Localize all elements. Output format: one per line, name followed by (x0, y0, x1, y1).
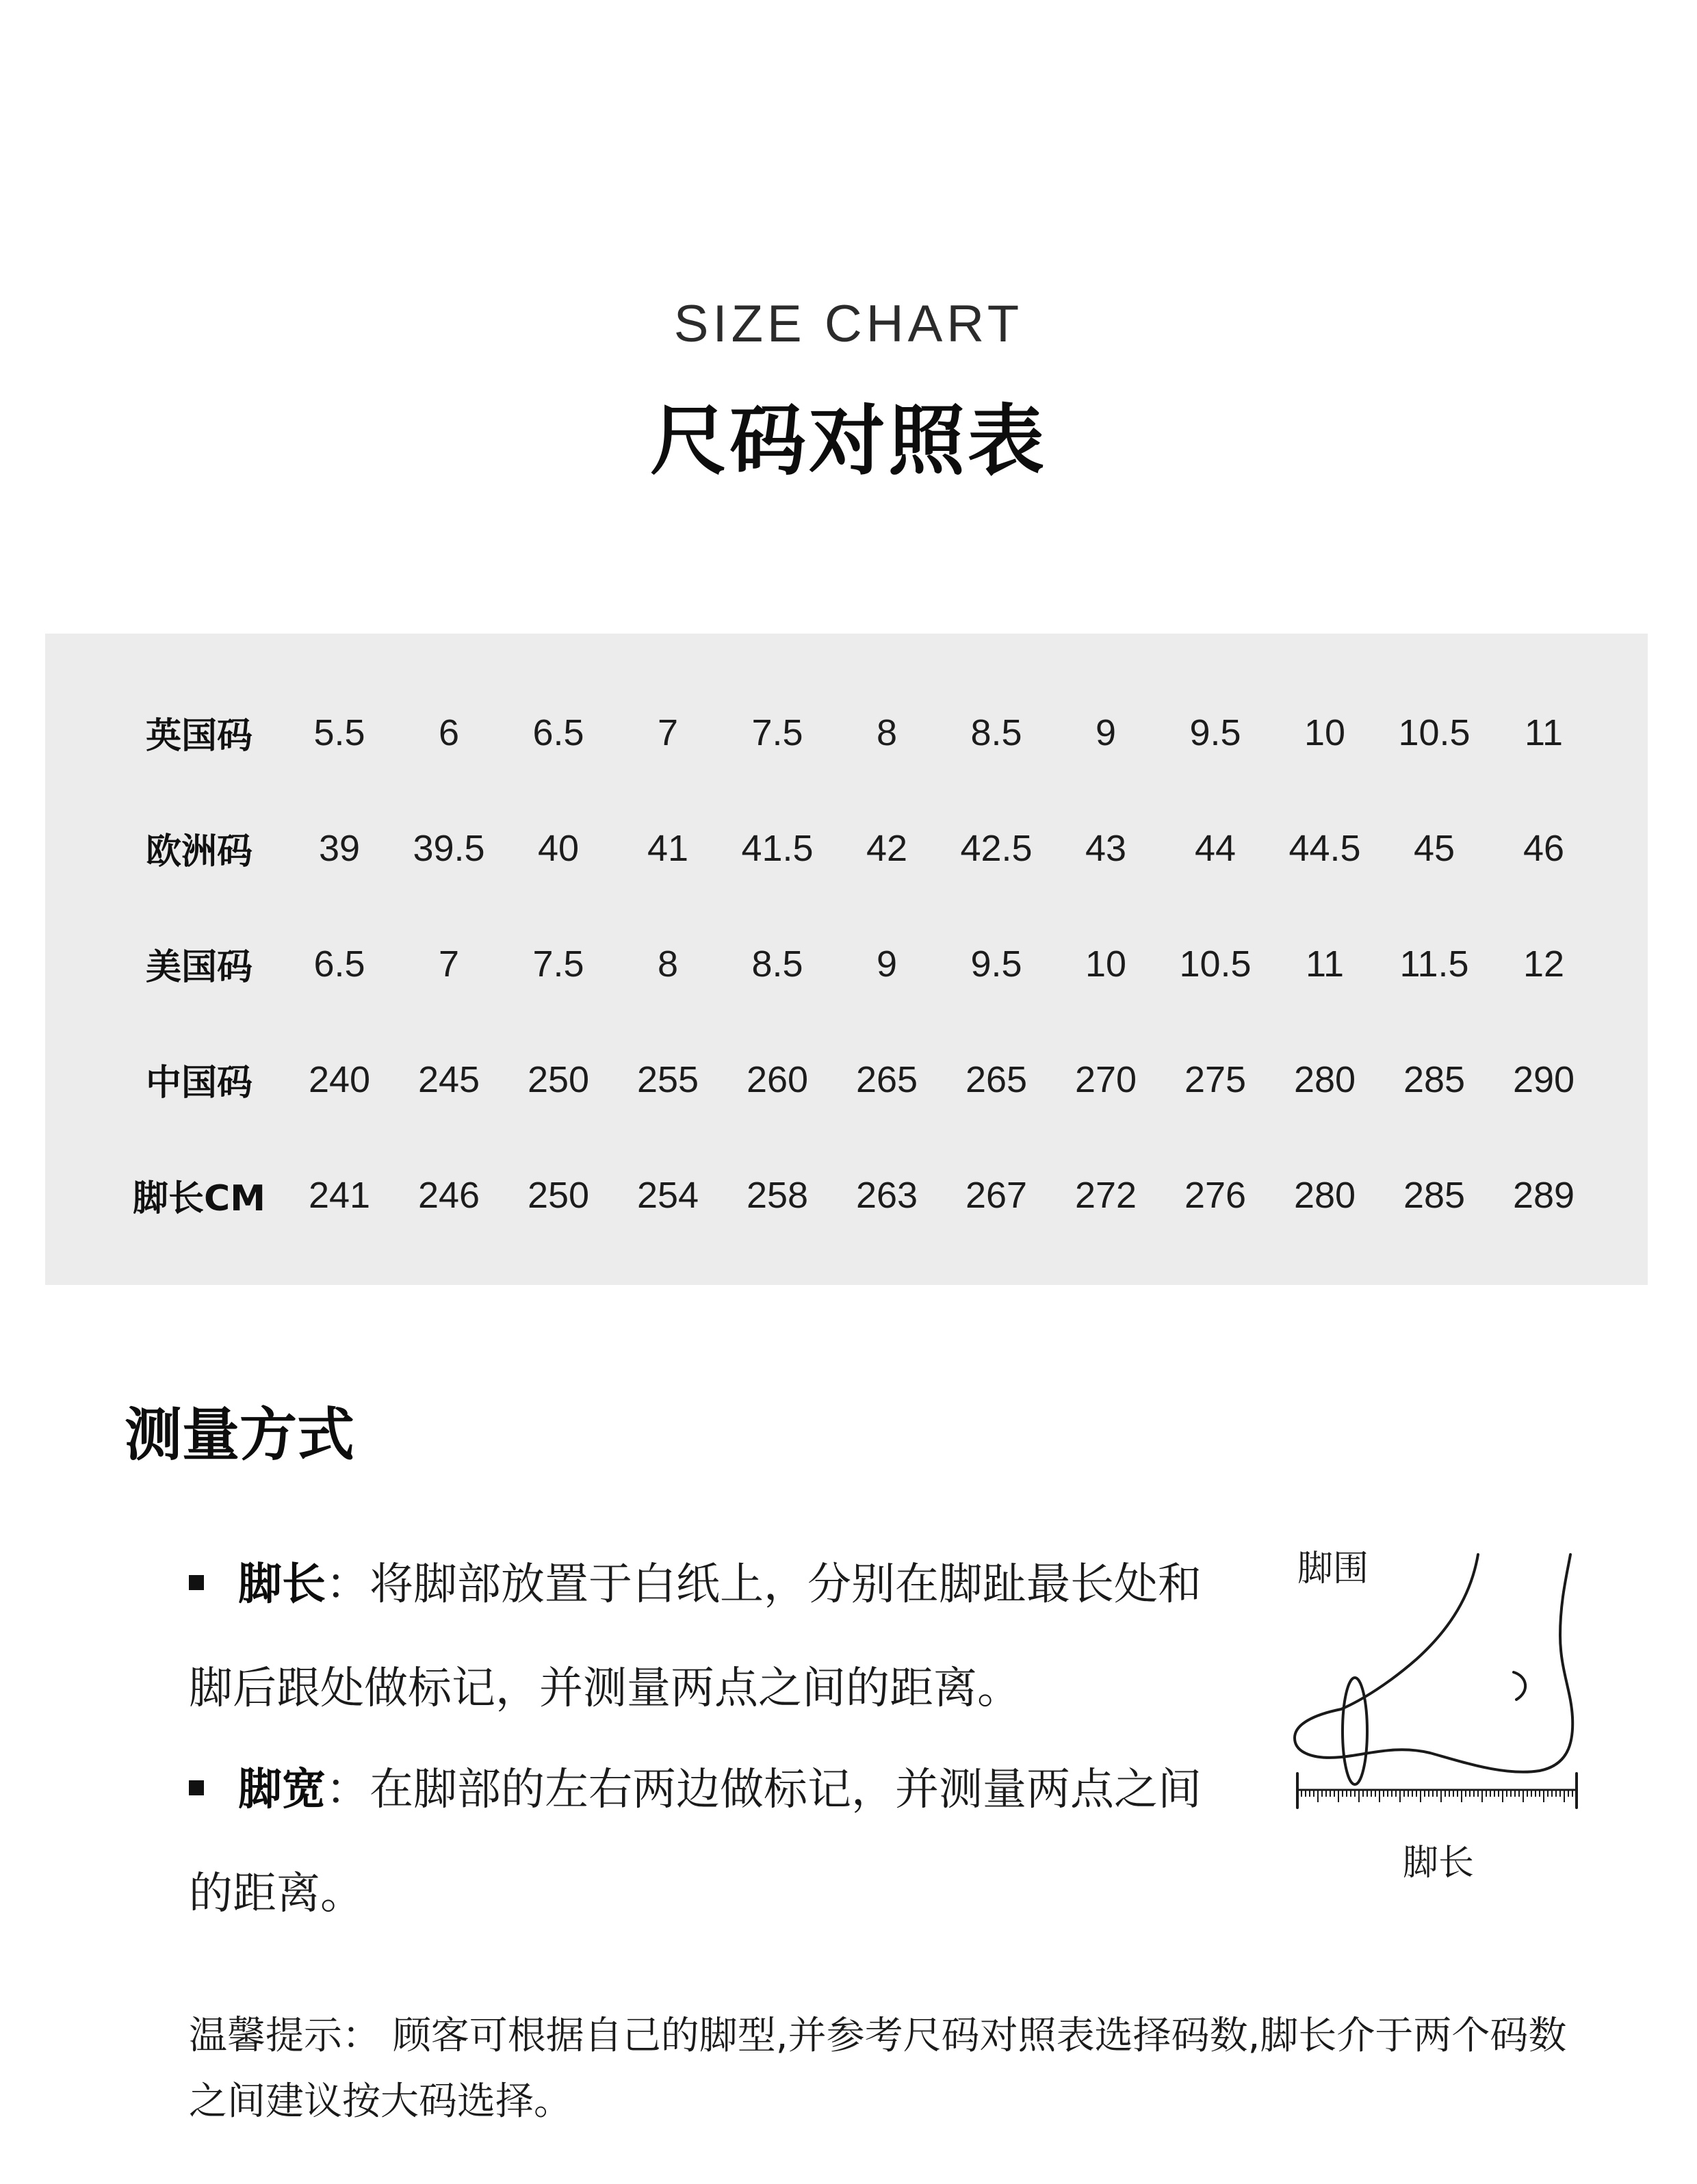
measure-item-foot-width (189, 1738, 1229, 1946)
foot-measure-diagram (1286, 1539, 1588, 1923)
table-cell: 254 (636, 1174, 699, 1216)
table-cell: 260 (746, 1058, 809, 1100)
measure-item-foot-length (189, 1533, 1229, 1741)
bullet-square-icon (189, 1575, 204, 1590)
table-cell: 12 (1523, 943, 1565, 985)
table-cell: 11.5 (1399, 943, 1469, 985)
table-cell: 41.5 (741, 827, 814, 869)
measure-colon: ： (326, 1559, 370, 1610)
table-cell: 9.5 (1189, 712, 1241, 753)
table-cell: 8 (657, 943, 679, 985)
table-cell: 250 (527, 1174, 590, 1216)
table-row (114, 675, 1598, 790)
table-cell: 276 (1184, 1174, 1247, 1216)
table-cell: 263 (855, 1174, 918, 1216)
title-en: SIZE CHART (673, 295, 1024, 353)
table-cell: 9 (876, 943, 898, 985)
table-cell: 275 (1184, 1058, 1247, 1100)
table-cell: 9.5 (970, 943, 1022, 985)
table-cell: 289 (1512, 1174, 1575, 1216)
size-table (114, 675, 1598, 1253)
table-cell: 7.5 (751, 712, 803, 753)
table-cell: 8 (876, 712, 898, 753)
table-cell: 10.5 (1398, 712, 1471, 753)
row-label: 中国码 (145, 1063, 252, 1104)
table-cell: 10 (1085, 943, 1127, 985)
table-cell: 265 (855, 1058, 918, 1100)
table-cell: 7.5 (532, 943, 584, 985)
table-cell: 5.5 (313, 712, 365, 753)
table-cell: 45 (1413, 827, 1455, 869)
table-cell: 43 (1085, 827, 1127, 869)
table-cell: 41 (647, 827, 689, 869)
table-cell: 39 (318, 827, 361, 869)
table-cell: 6.5 (313, 943, 365, 985)
measure-text: 将脚部放置于白纸上，分别在脚趾最长处和脚后跟处做标记，并测量两点之间的距离。 (189, 1559, 1202, 1714)
table-cell: 6 (438, 712, 460, 753)
bullet-square-icon (189, 1780, 204, 1795)
row-label: 欧洲码 (145, 831, 252, 872)
table-cell: 6.5 (532, 712, 584, 753)
measure-term: 脚宽 (238, 1765, 326, 1815)
table-cell: 285 (1403, 1058, 1466, 1100)
table-cell: 40 (537, 827, 580, 869)
table-cell: 265 (965, 1058, 1028, 1100)
table-cell: 270 (1074, 1058, 1137, 1100)
table-cell: 9 (1095, 712, 1117, 753)
row-label: 美国码 (145, 947, 252, 988)
table-cell: 8.5 (751, 943, 803, 985)
table-cell: 44 (1194, 827, 1236, 869)
measure-colon: ： (326, 1765, 370, 1815)
measure-text: 在脚部的左右两边做标记，并测量两点之间的距离。 (189, 1765, 1202, 1919)
table-cell: 285 (1403, 1174, 1466, 1216)
table-cell: 11 (1305, 943, 1345, 985)
table-cell: 42.5 (960, 827, 1033, 869)
table-cell: 280 (1293, 1058, 1356, 1100)
table-cell: 10 (1304, 712, 1346, 753)
table-cell: 10.5 (1179, 943, 1252, 985)
table-cell: 46 (1523, 827, 1565, 869)
tip-text: 温馨提示： 顾客可根据自己的脚型,并参考尺码对照表选择码数,脚长介于两个码数之间建议按大码选择。 (189, 2014, 1567, 2124)
table-cell: 280 (1293, 1174, 1356, 1216)
table-cell: 11 (1524, 712, 1564, 753)
table-row (114, 1022, 1598, 1137)
table-cell: 44.5 (1288, 827, 1361, 869)
table-cell: 250 (527, 1058, 590, 1100)
measure-heading: 测量方式 (125, 1401, 355, 1468)
foot-girth-label: 脚围 (1297, 1548, 1369, 1589)
row-label: 英国码 (145, 716, 252, 757)
table-cell: 267 (965, 1174, 1028, 1216)
table-cell: 255 (636, 1058, 699, 1100)
table-cell: 42 (866, 827, 908, 869)
table-row (114, 1137, 1598, 1253)
size-table-panel (45, 634, 1648, 1285)
table-cell: 272 (1074, 1174, 1137, 1216)
table-cell: 246 (417, 1174, 480, 1216)
page-title: 尺码对照表 (650, 397, 1047, 486)
table-cell: 245 (417, 1058, 480, 1100)
table-row (114, 906, 1598, 1022)
table-cell: 8.5 (970, 712, 1022, 753)
foot-length-label: 脚长 (1403, 1843, 1475, 1884)
table-row (114, 790, 1598, 906)
table-cell: 241 (308, 1174, 371, 1216)
row-label: 脚长CM (133, 1178, 265, 1219)
measure-term: 脚长 (238, 1559, 326, 1610)
table-cell: 7 (657, 712, 679, 753)
table-cell: 39.5 (413, 827, 485, 869)
table-cell: 290 (1512, 1058, 1575, 1100)
table-cell: 258 (746, 1174, 809, 1216)
table-cell: 7 (438, 943, 460, 985)
table-cell: 240 (308, 1058, 371, 1100)
